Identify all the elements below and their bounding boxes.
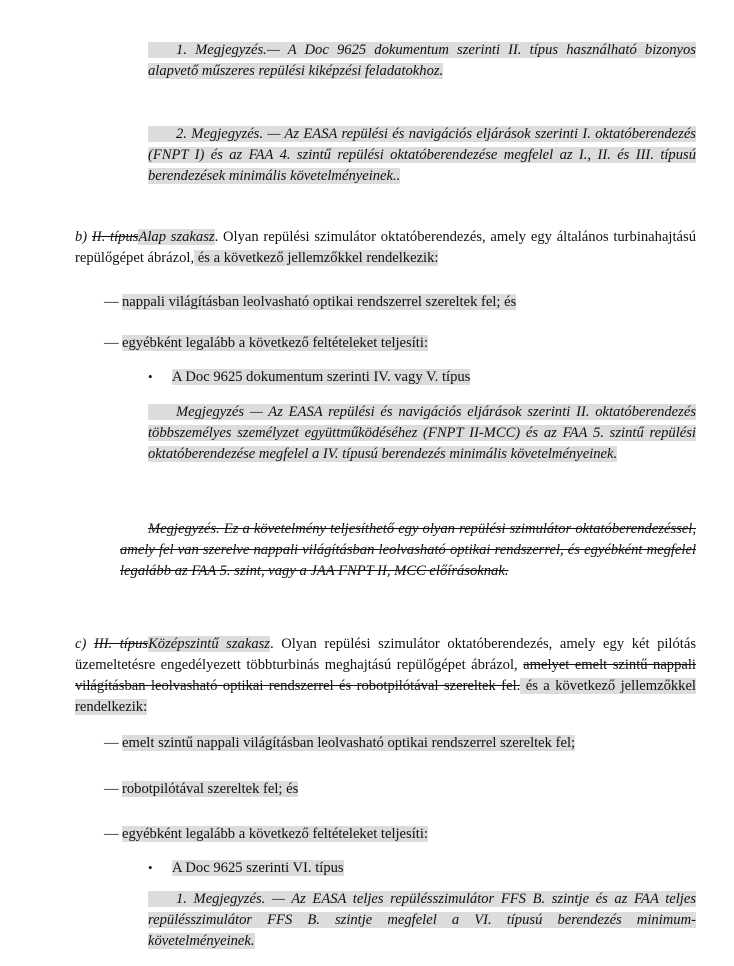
section-c-note: 1. Megjegyzés. — Az EASA teljes repülésszimulátor FFS B. szintje és az FAA teljes repülésszimulátor FFS B. szintje megfelel a VI. típusú berendezés minimum-követelményeinek.	[148, 891, 697, 949]
section-c-inserted-label: Középszintű szakasz	[148, 636, 270, 652]
note-1-text-end: feladatokhoz.	[361, 63, 444, 79]
section-b-deleted-label: II. típus	[91, 229, 139, 245]
section-b-text: . Olyan repülési szimulátor oktatóberendezés, amely egy általános turbinahajtású repülőgépet ábrázol,	[75, 229, 696, 266]
section-c-deleted-label: III. típus	[93, 636, 149, 652]
em-dash-icon: —	[104, 781, 119, 797]
note-1-text: A Doc 9625 dokumentum szerinti II. típus használható bizonyos alapvető műszeres repülési kiképzési	[148, 42, 696, 79]
note-2-label: 2. Megjegyzés.	[176, 126, 264, 142]
bullet-icon: •	[148, 860, 153, 875]
em-dash-icon: —	[104, 735, 119, 751]
section-b-dash-item-1: — nappali világításban leolvasható optikai rendszerrel szereltek fel; és	[104, 294, 517, 310]
note-1-label: 1. Megjegyzés.	[176, 42, 267, 58]
section-b-note: Megjegyzés — Az EASA repülési és navigációs eljárások szerinti II. oktatóberendezés többszemélyes személyzet együttműködéséhez (FNPT II-MCC) és az FAA 5. szintű repülési oktatóberendezése megfelel a IV. típusú berendezés minimális követelményeinek.	[148, 404, 696, 462]
section-b-bullet-item: • A Doc 9625 dokumentum szerinti IV. vagy V. típus	[148, 369, 471, 385]
section-c-marker: c)	[75, 636, 94, 652]
section-c-bullet-item: • A Doc 9625 szerinti VI. típus	[148, 860, 344, 876]
em-dash-icon: —	[104, 826, 119, 842]
section-c-dash-item-1: — emelt szintű nappali világításban leolvasható optikai rendszerrel szereltek fel;	[104, 735, 576, 751]
bullet-icon: •	[148, 369, 153, 384]
section-c-paragraph	[75, 634, 696, 718]
section-b-deleted-note: Megjegyzés. Ez a követelmény teljesíthető egy olyan repülési szimulátor oktatóberendezéssel, amely fel van szerelve nappali világításban leolvasható optikai rendszerrel, és egyébként megfelel legalább az FAA 5. szint, vagy a JAA FNPT II, MCC előírásoknak.	[120, 521, 696, 579]
section-c-text-highlight: és a következő jellemzőkkel rendelkezik:	[75, 678, 696, 715]
section-b-dash-item-2: — egyébként legalább a következő feltételeket teljesíti:	[104, 335, 428, 351]
section-c-dash-item-2: — robotpilótával szereltek fel; és	[104, 781, 299, 797]
em-dash-icon: —	[104, 335, 119, 351]
section-b-inserted-label: Alap szakasz	[138, 229, 215, 245]
section-b-text-highlight: és a következő jellemzőkkel rendelkezik:	[194, 250, 439, 266]
section-c-dash-item-3: — egyébként legalább a következő feltételeket teljesíti:	[104, 826, 428, 842]
section-b-paragraph	[75, 227, 696, 269]
section-c-deleted-text: amelyet emelt szintű nappali világításban leolvasható optikai rendszerrel és robotpilótával szereltek fel.	[75, 657, 696, 694]
note-1: 1. Megjegyzés.— A Doc 9625 dokumentum szerinti II. típus használható bizonyos alapvető műszeres repülési kiképzési feladatokhoz.	[148, 42, 696, 79]
section-c-text: . Olyan repülési szimulátor oktatóberendezés, amely egy két pilótás üzemeltetésre engedélyezett többturbinás meghajtású repülőgépet ábrázol,	[75, 636, 696, 673]
section-b-marker: b)	[75, 229, 92, 245]
em-dash-icon: —	[104, 294, 119, 310]
note-2	[148, 124, 696, 187]
note-2-text: — Az EASA repülési és navigációs eljárások szerinti I. oktatóberendezés (FNPT I) és az FAA 4. szintű repülési oktatóberendezése megfelel az I., II. és III. típusú berendezések minimális követelményeinek..	[148, 126, 696, 184]
